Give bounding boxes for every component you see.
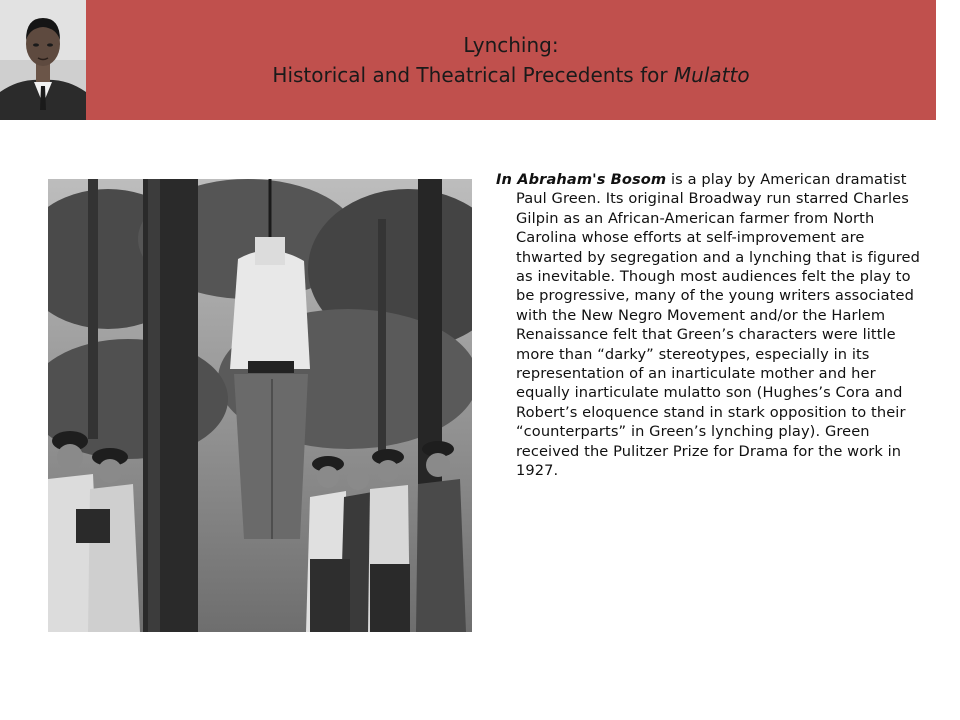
- historical-photograph: [48, 179, 472, 632]
- portrait-photo: [0, 0, 86, 120]
- description-paragraph: [496, 170, 931, 481]
- slide-title: [86, 30, 936, 90]
- title-line-2: Historical and Theatrical Precedents for: [272, 63, 674, 87]
- play-title: In Abraham's Bosom: [496, 171, 667, 188]
- title-italic-word: Mulatto: [673, 63, 750, 87]
- title-banner: [0, 0, 936, 120]
- description-text: is a play by American dramatist Paul Green. Its original Broadway run starred Charles Gilpin as an African-American farmer from North Carolina whose efforts at self-improvement are thwarted by segregation and a lynching that is figured as inevitable. Though most audiences felt the play to be progressive, many of the young writers associated with the New Negro Movement and/or the Harlem Renaissance felt that Green’s characters were little more than “darky” stereotypes, especially in its representation of an inarticulate mother and her equally inarticulate mulatto son (Hughes’s Cora and Robert’s eloquence stand in stark opposition to their “counterparts” in Green’s lynching play). Green received the Pulitzer Prize for Drama for the work in 1927.: [516, 171, 920, 480]
- title-line-1: Lynching:: [463, 33, 559, 57]
